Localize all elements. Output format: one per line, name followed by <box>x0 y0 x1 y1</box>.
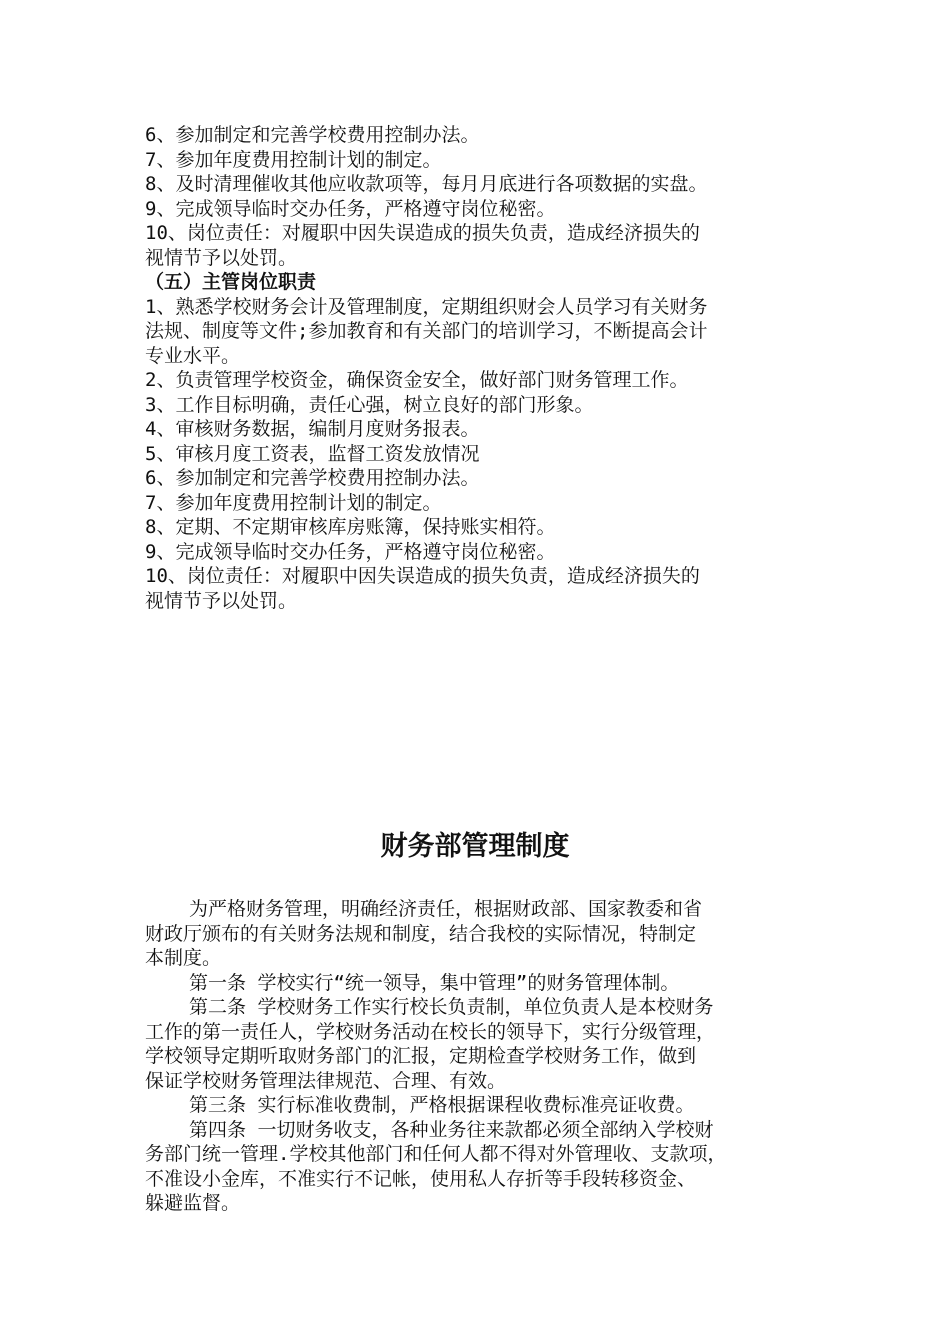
section-five <box>145 270 825 613</box>
list-item: 6、参加制定和完善学校费用控制办法。 <box>145 124 480 146</box>
list-item: 9、完成领导临时交办任务，严格遵守岗位秘密。 <box>145 540 556 563</box>
paragraph-line: 不准设小金库，不准实行不记帐，使用私人存折等手段转移资金、 <box>145 1167 697 1190</box>
list-item: 5、审核月度工资表，监督工资发放情况 <box>145 442 480 465</box>
list-item-continuation: 视情节予以处罚。 <box>145 589 298 612</box>
list-item: 3、工作目标明确，责任心强，树立良好的部门形象。 <box>145 393 594 416</box>
list-item: 2、负责管理学校资金，确保资金安全，做好部门财务管理工作。 <box>145 369 689 391</box>
list-item: 6、参加制定和完善学校费用控制办法。 <box>145 467 480 489</box>
list-item: 9、完成领导临时交办任务，严格遵守岗位秘密。 <box>145 197 556 220</box>
list-item: 7、参加年度费用控制计划的制定。 <box>145 491 442 514</box>
paragraph-line: 为严格财务管理，明确经济责任，根据财政部、国家教委和省 <box>189 898 703 920</box>
list-item-continuation: 法规、制度等文件;参加教育和有关部门的培训学习，不断提高会计 <box>145 320 708 342</box>
regulation-body <box>145 897 825 1216</box>
list-item: 4、审核财务数据，编制月度财务报表。 <box>145 418 480 440</box>
list-item: 10、岗位责任：对履职中因失误造成的损失负责，造成经济损失的 <box>145 565 700 587</box>
article-line: 第四条 一切财务收支，各种业务往来款都必须全部纳入学校财 <box>189 1118 714 1141</box>
paragraph-line: 工作的第一责任人，学校财务活动在校长的领导下，实行分级管理， <box>145 1020 716 1043</box>
article-line: 第一条 学校实行“统一领导，集中管理”的财务管理体制。 <box>189 971 680 994</box>
section-heading: （五）主管岗位职责 <box>145 271 317 293</box>
article-line: 第二条 学校财务工作实行校长负责制，单位负责人是本校财务 <box>189 996 714 1018</box>
list-item: 8、及时清理催收其他应收款项等，每月月底进行各项数据的实盘。 <box>145 173 708 195</box>
paragraph-line: 学校领导定期听取财务部门的汇报，定期检查学校财务工作，做到 <box>145 1045 697 1067</box>
list-item-continuation: 专业水平。 <box>145 344 241 367</box>
article-line: 第三条 实行标准收费制，严格根据课程收费标准亮证收费。 <box>189 1094 695 1116</box>
document-title: 财务部管理制度 <box>380 831 570 862</box>
list-item: 7、参加年度费用控制计划的制定。 <box>145 148 442 171</box>
list-item: 1、熟悉学校财务会计及管理制度，定期组织财会人员学习有关财务 <box>145 295 708 318</box>
paragraph-line: 务部门统一管理.学校其他部门和任何人都不得对外管理收、支款项， <box>145 1143 727 1165</box>
paragraph-line: 财政厅颁布的有关财务法规和制度，结合我校的实际情况，特制定 <box>145 922 697 945</box>
paragraph-line: 保证学校财务管理法律规范、合理、有效。 <box>145 1069 507 1092</box>
paragraph-line: 躲避监督。 <box>145 1192 241 1214</box>
section-four-tail <box>145 123 825 270</box>
paragraph-line: 本制度。 <box>145 947 222 969</box>
list-item-continuation: 视情节予以处罚。 <box>145 246 298 269</box>
list-item: 10、岗位责任：对履职中因失误造成的损失负责，造成经济损失的 <box>145 222 700 244</box>
list-item: 8、定期、不定期审核库房账簿，保持账实相符。 <box>145 516 556 538</box>
